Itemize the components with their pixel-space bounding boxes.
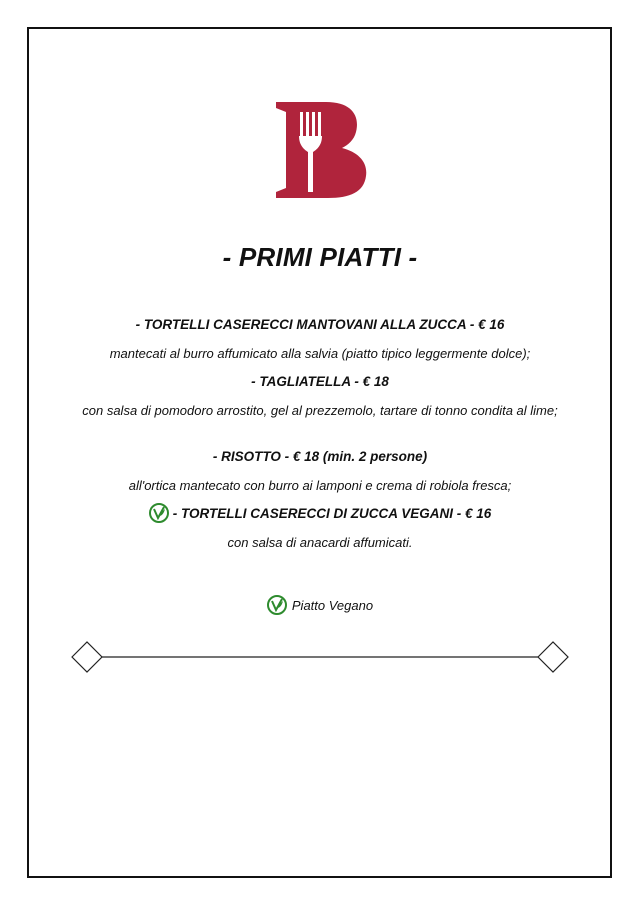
vegan-legend: [0, 595, 640, 615]
dish-description: con salsa di anacardi affumicati.: [227, 535, 413, 550]
restaurant-logo-icon: [268, 100, 372, 200]
dish-description: mantecati al burro affumicato alla salvia (piatto tipico leggermente dolce);: [109, 346, 531, 361]
dish-name: - TORTELLI CASERECCI DI ZUCCA VEGANI - € 16: [172, 505, 492, 521]
diamond-right-icon: [538, 642, 568, 672]
dish-description: con salsa di pomodoro arrostito, gel al prezzemolo, tartare di tonno condita al lime;: [82, 403, 558, 418]
diamond-left-icon: [72, 642, 102, 672]
dish-name: - TORTELLI CASERECCI MANTOVANI ALLA ZUCCA - € 16: [135, 317, 505, 332]
vegan-leaf-icon: [267, 595, 287, 615]
vegan-dish-row: [0, 503, 640, 523]
dish-name: - RISOTTO - € 18 (min. 2 persone): [212, 449, 428, 464]
legend-label: Piatto Vegano: [291, 597, 374, 613]
decorative-divider: [70, 638, 570, 676]
dish-name: - TAGLIATELLA - € 18: [251, 374, 389, 389]
vegan-leaf-icon: [149, 503, 169, 523]
section-title: - PRIMI PIATTI -: [222, 242, 418, 272]
dish-description: all'ortica mantecato con burro ai lamponi e crema di robiola fresca;: [128, 478, 512, 493]
